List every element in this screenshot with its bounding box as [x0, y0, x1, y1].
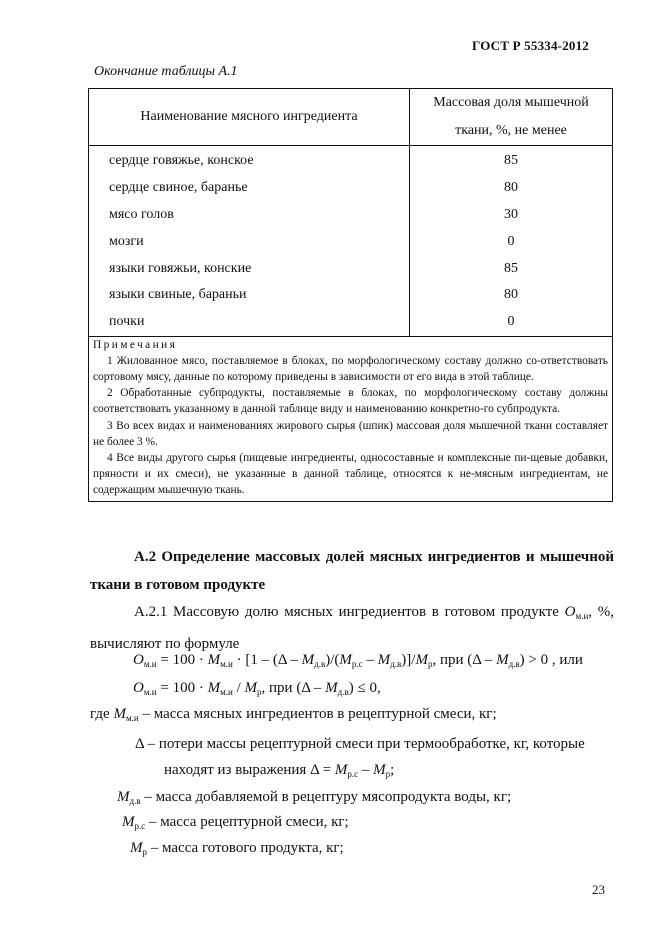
paragraph-a21 — [90, 598, 614, 658]
definition-delta — [135, 736, 585, 753]
ingredient-name: сердце свиное, баранье — [89, 175, 410, 202]
symbol-m: М — [113, 706, 126, 722]
subscript: м.и — [220, 659, 233, 669]
definition-mr — [130, 840, 344, 857]
subscript: р — [257, 687, 262, 697]
table-notes-row — [89, 336, 613, 501]
table-caption: Окончание таблицы А.1 — [94, 64, 238, 79]
table-row — [89, 175, 613, 202]
symbol-delta: Δ — [135, 736, 144, 752]
symbol-m: М — [244, 680, 258, 696]
ingredient-name: мясо голов — [89, 202, 410, 229]
definition-delta-continued — [164, 762, 394, 779]
subscript: м.и — [143, 687, 157, 697]
definition-mrs — [122, 814, 349, 831]
ingredients-table — [88, 88, 613, 502]
symbol-m: М — [301, 652, 315, 668]
column-header-value-line2: ткани, %, не менее — [455, 123, 567, 138]
note-item: 3 Во всех видах и наименованиях жирового сырья (шпик) массовая доля мышечной ткани составляет не более 3 %. — [93, 419, 608, 448]
subscript: р.с — [347, 769, 359, 779]
muscle-share: 0 — [410, 228, 613, 255]
subscript: д.в — [508, 659, 520, 669]
formula-text: / — [232, 680, 245, 696]
formula-1 — [133, 652, 583, 669]
formula-text: = 100 · — [156, 680, 208, 696]
definition-text: – масса добавляемой в рецептуру мясопродукта воды, кг; — [140, 789, 512, 805]
notes-title: Примечания — [93, 338, 178, 351]
note-item: 1 Жилованное мясо, поставляемое в блоках, по морфологическому составу должно со-ответствовать сортовому мясу, данные по которому приведены в зависимости от его вида в этой таблице. — [93, 354, 608, 383]
formula-text: ) > 0 , или — [519, 652, 583, 668]
muscle-share: 0 — [410, 309, 613, 336]
muscle-share: 85 — [410, 255, 613, 282]
table-row — [89, 282, 613, 309]
formula-text: = 100 · — [156, 652, 208, 668]
symbol-m: М — [207, 652, 221, 668]
formula-2 — [133, 680, 381, 697]
section-title: А.2 Определение массовых долей мясных ингредиентов и мышечной ткани в готовом продукте — [90, 549, 614, 593]
subscript: м.и — [575, 611, 589, 621]
ingredient-name: мозги — [89, 228, 410, 255]
table-row — [89, 309, 613, 336]
formula-text: , при (Δ – — [432, 652, 497, 668]
ingredient-name: почки — [89, 309, 410, 336]
note-item: 4 Все виды другого сырья (пищевые ингредиенты, односоставные и комплексные пи-щевые добавки, пряности и их смеси), не указанные в данной таблице, относятся к не-мясным ингредиентам, не содержащим мышечную ткань. — [93, 452, 608, 497]
para-text: , %, вычисляют по формуле — [90, 604, 614, 652]
muscle-share: 30 — [410, 202, 613, 229]
ingredient-name: языки говяжьи, конские — [89, 255, 410, 282]
symbol-o: О — [133, 680, 144, 696]
subscript: р.с — [351, 659, 363, 669]
symbol-o: О — [564, 604, 576, 620]
para-text: А.2.1 Массовую долю мясных ингредиентов в готовом продукте — [134, 604, 565, 620]
subscript: м.и — [125, 713, 139, 723]
definition-text: – масса рецептурной смеси, кг; — [145, 814, 349, 830]
symbol-m: М — [325, 680, 338, 696]
formula-text: , при (Δ – — [261, 680, 326, 696]
symbol-m: М — [377, 652, 391, 668]
definition-text: где — [90, 706, 114, 722]
formula-text: – — [362, 652, 378, 668]
subscript: р.с — [134, 821, 146, 831]
subscript: р — [385, 769, 391, 779]
definition-text: – масса готового продукта, кг; — [147, 840, 344, 856]
column-header-name: Наименование мясного ингредиента — [89, 89, 410, 146]
definition-text: – масса мясных ингредиентов в рецептурной смеси, кг; — [138, 706, 497, 722]
ingredient-name: языки свиные, бараньи — [89, 282, 410, 309]
symbol-m: М — [415, 652, 428, 668]
definition-text: – — [358, 762, 374, 778]
subscript: д.в — [129, 796, 141, 806]
subscript: р — [142, 847, 147, 857]
symbol-m: М — [207, 680, 221, 696]
subscript: д.в — [390, 659, 402, 669]
page-number: 23 — [592, 882, 605, 897]
symbol-m: М — [130, 840, 143, 856]
definition-text: находят из выражения Δ = — [164, 762, 335, 778]
table-notes — [89, 336, 613, 501]
note-item: 2 Обработанные субпродукты, поставляемые в блоках, по морфологическому составу должны соответствовать указанному в данной таблице виду и наименованию конкретно-го субпродукта. — [93, 387, 608, 416]
table-row — [89, 228, 613, 255]
symbol-o: О — [133, 652, 144, 668]
muscle-share: 80 — [410, 175, 613, 202]
muscle-share: 85 — [410, 146, 613, 175]
column-header-value — [410, 89, 613, 146]
definition-text: ; — [390, 762, 395, 778]
document-id: ГОСТ Р 55334-2012 — [472, 38, 589, 53]
subscript: м.и — [220, 687, 233, 697]
ingredient-name: сердце говяжье, конское — [89, 146, 410, 175]
subscript: д.в — [337, 687, 349, 697]
formula-text: · [1 – (Δ – — [232, 652, 302, 668]
symbol-m: М — [339, 652, 352, 668]
table-row — [89, 146, 613, 175]
symbol-m: М — [373, 762, 386, 778]
formula-text: )]/ — [401, 652, 416, 668]
subscript: д.в — [314, 659, 326, 669]
table-row — [89, 202, 613, 229]
definition-mdv — [117, 789, 511, 806]
definition-mmi — [90, 706, 497, 723]
symbol-m: М — [122, 814, 135, 830]
symbol-m: М — [334, 762, 348, 778]
column-header-value-line1: Массовая доля мышечной — [433, 95, 589, 110]
subscript: м.и — [143, 659, 157, 669]
formula-text: ) ≤ 0, — [348, 680, 381, 696]
table-row — [89, 255, 613, 282]
muscle-share: 80 — [410, 282, 613, 309]
definition-text: – потери массы рецептурной смеси при термообработке, кг, которые — [143, 736, 585, 752]
subscript: р — [427, 659, 433, 669]
symbol-m: М — [496, 652, 509, 668]
formula-text: )/( — [325, 652, 340, 668]
symbol-m: М — [117, 789, 130, 805]
